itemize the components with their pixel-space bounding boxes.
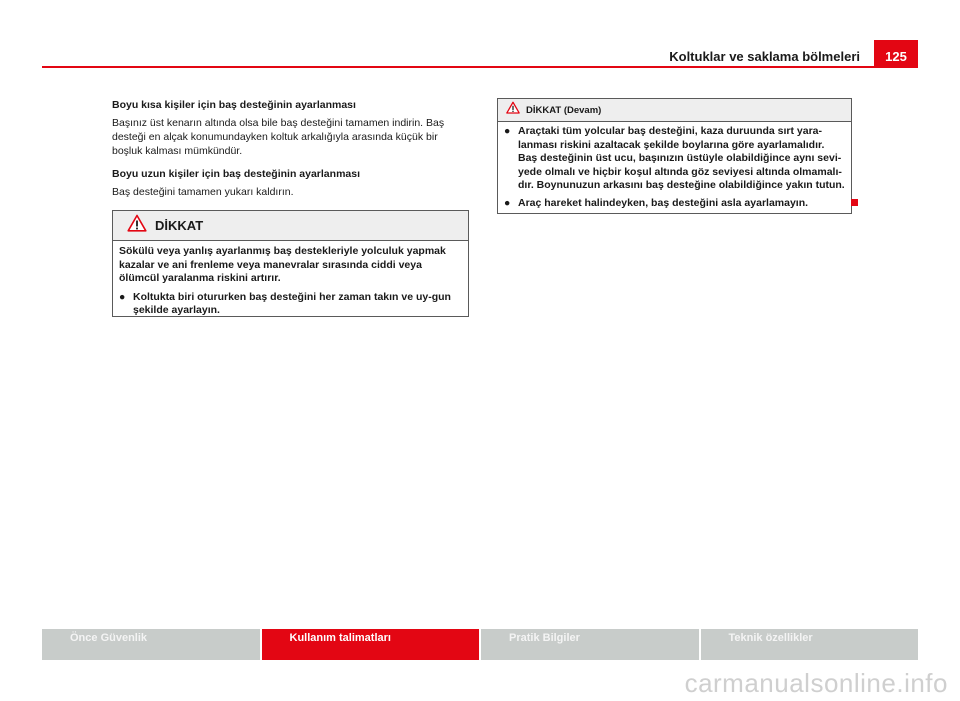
warning-bullet-text: Koltukta biri otururken baş desteğini her zaman takın ve uy-gun şekilde ayarlayın. — [133, 290, 451, 316]
warning-triangle-icon — [506, 101, 520, 119]
bullet-dot: ● — [504, 125, 511, 137]
footer-tab-technical[interactable]: Teknik özellikler — [701, 629, 919, 660]
warning-box-continued — [497, 98, 852, 214]
warning-box — [112, 210, 469, 317]
watermark: carmanualsonline.info — [684, 668, 948, 698]
footer-tab-practical[interactable]: Pratik Bilgiler — [481, 629, 699, 660]
warning-title: DİKKAT — [155, 218, 204, 233]
paragraph-tall-persons: Baş desteğini tamamen yukarı kaldırın. — [112, 186, 294, 198]
warning-text: Sökülü veya yanlış ayarlanmış baş destekleriyle yolculuk yapmak kazalar ve ani frenleme veya manevralar sırasında ciddi veya ölümcül yaralanma riskini artırır. — [119, 245, 446, 284]
bullet-dot: ● — [119, 290, 126, 303]
footer-tab-safety[interactable]: Önce Güvenlik — [42, 629, 260, 660]
section-heading-tall: Boyu uzun kişiler için baş desteğinin ayarlanması — [112, 168, 360, 180]
warning-continued-body — [498, 122, 851, 214]
page-number: 125 — [874, 40, 918, 68]
warning-bullet — [504, 125, 845, 193]
warning-bullet — [119, 291, 462, 318]
warning-continued-header — [498, 99, 851, 122]
warning-bullet — [504, 197, 845, 211]
paragraph-short-persons: Başınız üst kenarın altında olsa bile baş desteğini tamamen indirin. Baş desteği en alçak konumundayken koltuk arkalığıyla arasında küçük bir boşluk kalması mümkündür. — [112, 117, 445, 157]
running-header-title: Koltuklar ve saklama bölmeleri — [669, 49, 860, 64]
warning-triangle-icon — [127, 214, 147, 237]
header-rule — [42, 66, 918, 68]
section-end-square-icon — [851, 199, 858, 206]
warning-bullet-text: Araçtaki tüm yolcular baş desteğini, kaza duruunda sırt yara-lanması riskini azaltacak şekilde boylarına göre ayarlamalıdır. Baş desteğinin üst ucu, başınızın üstüyle olabildiğince aynı sevi-yede olmalı ve hiçbir koşul altında göz seviyesi altında olmamalı-dır. Boynunuzun arkasını baş desteğine olabildiğince yakın tutun. — [518, 125, 845, 191]
section-heading-short: Boyu kısa kişiler için baş desteğinin ayarlanması — [112, 99, 356, 111]
warning-header — [113, 211, 468, 241]
bullet-dot: ● — [504, 196, 511, 209]
warning-body — [113, 241, 468, 322]
warning-continued-title: DİKKAT (Devam) — [526, 104, 602, 116]
footer-nav — [42, 629, 918, 660]
footer-tab-usage[interactable]: Kullanım talimatları — [262, 629, 480, 660]
left-column — [112, 98, 464, 208]
warning-bullet-text: Araç hareket halindeyken, baş desteğini asla ayarlamayın. — [518, 196, 809, 209]
